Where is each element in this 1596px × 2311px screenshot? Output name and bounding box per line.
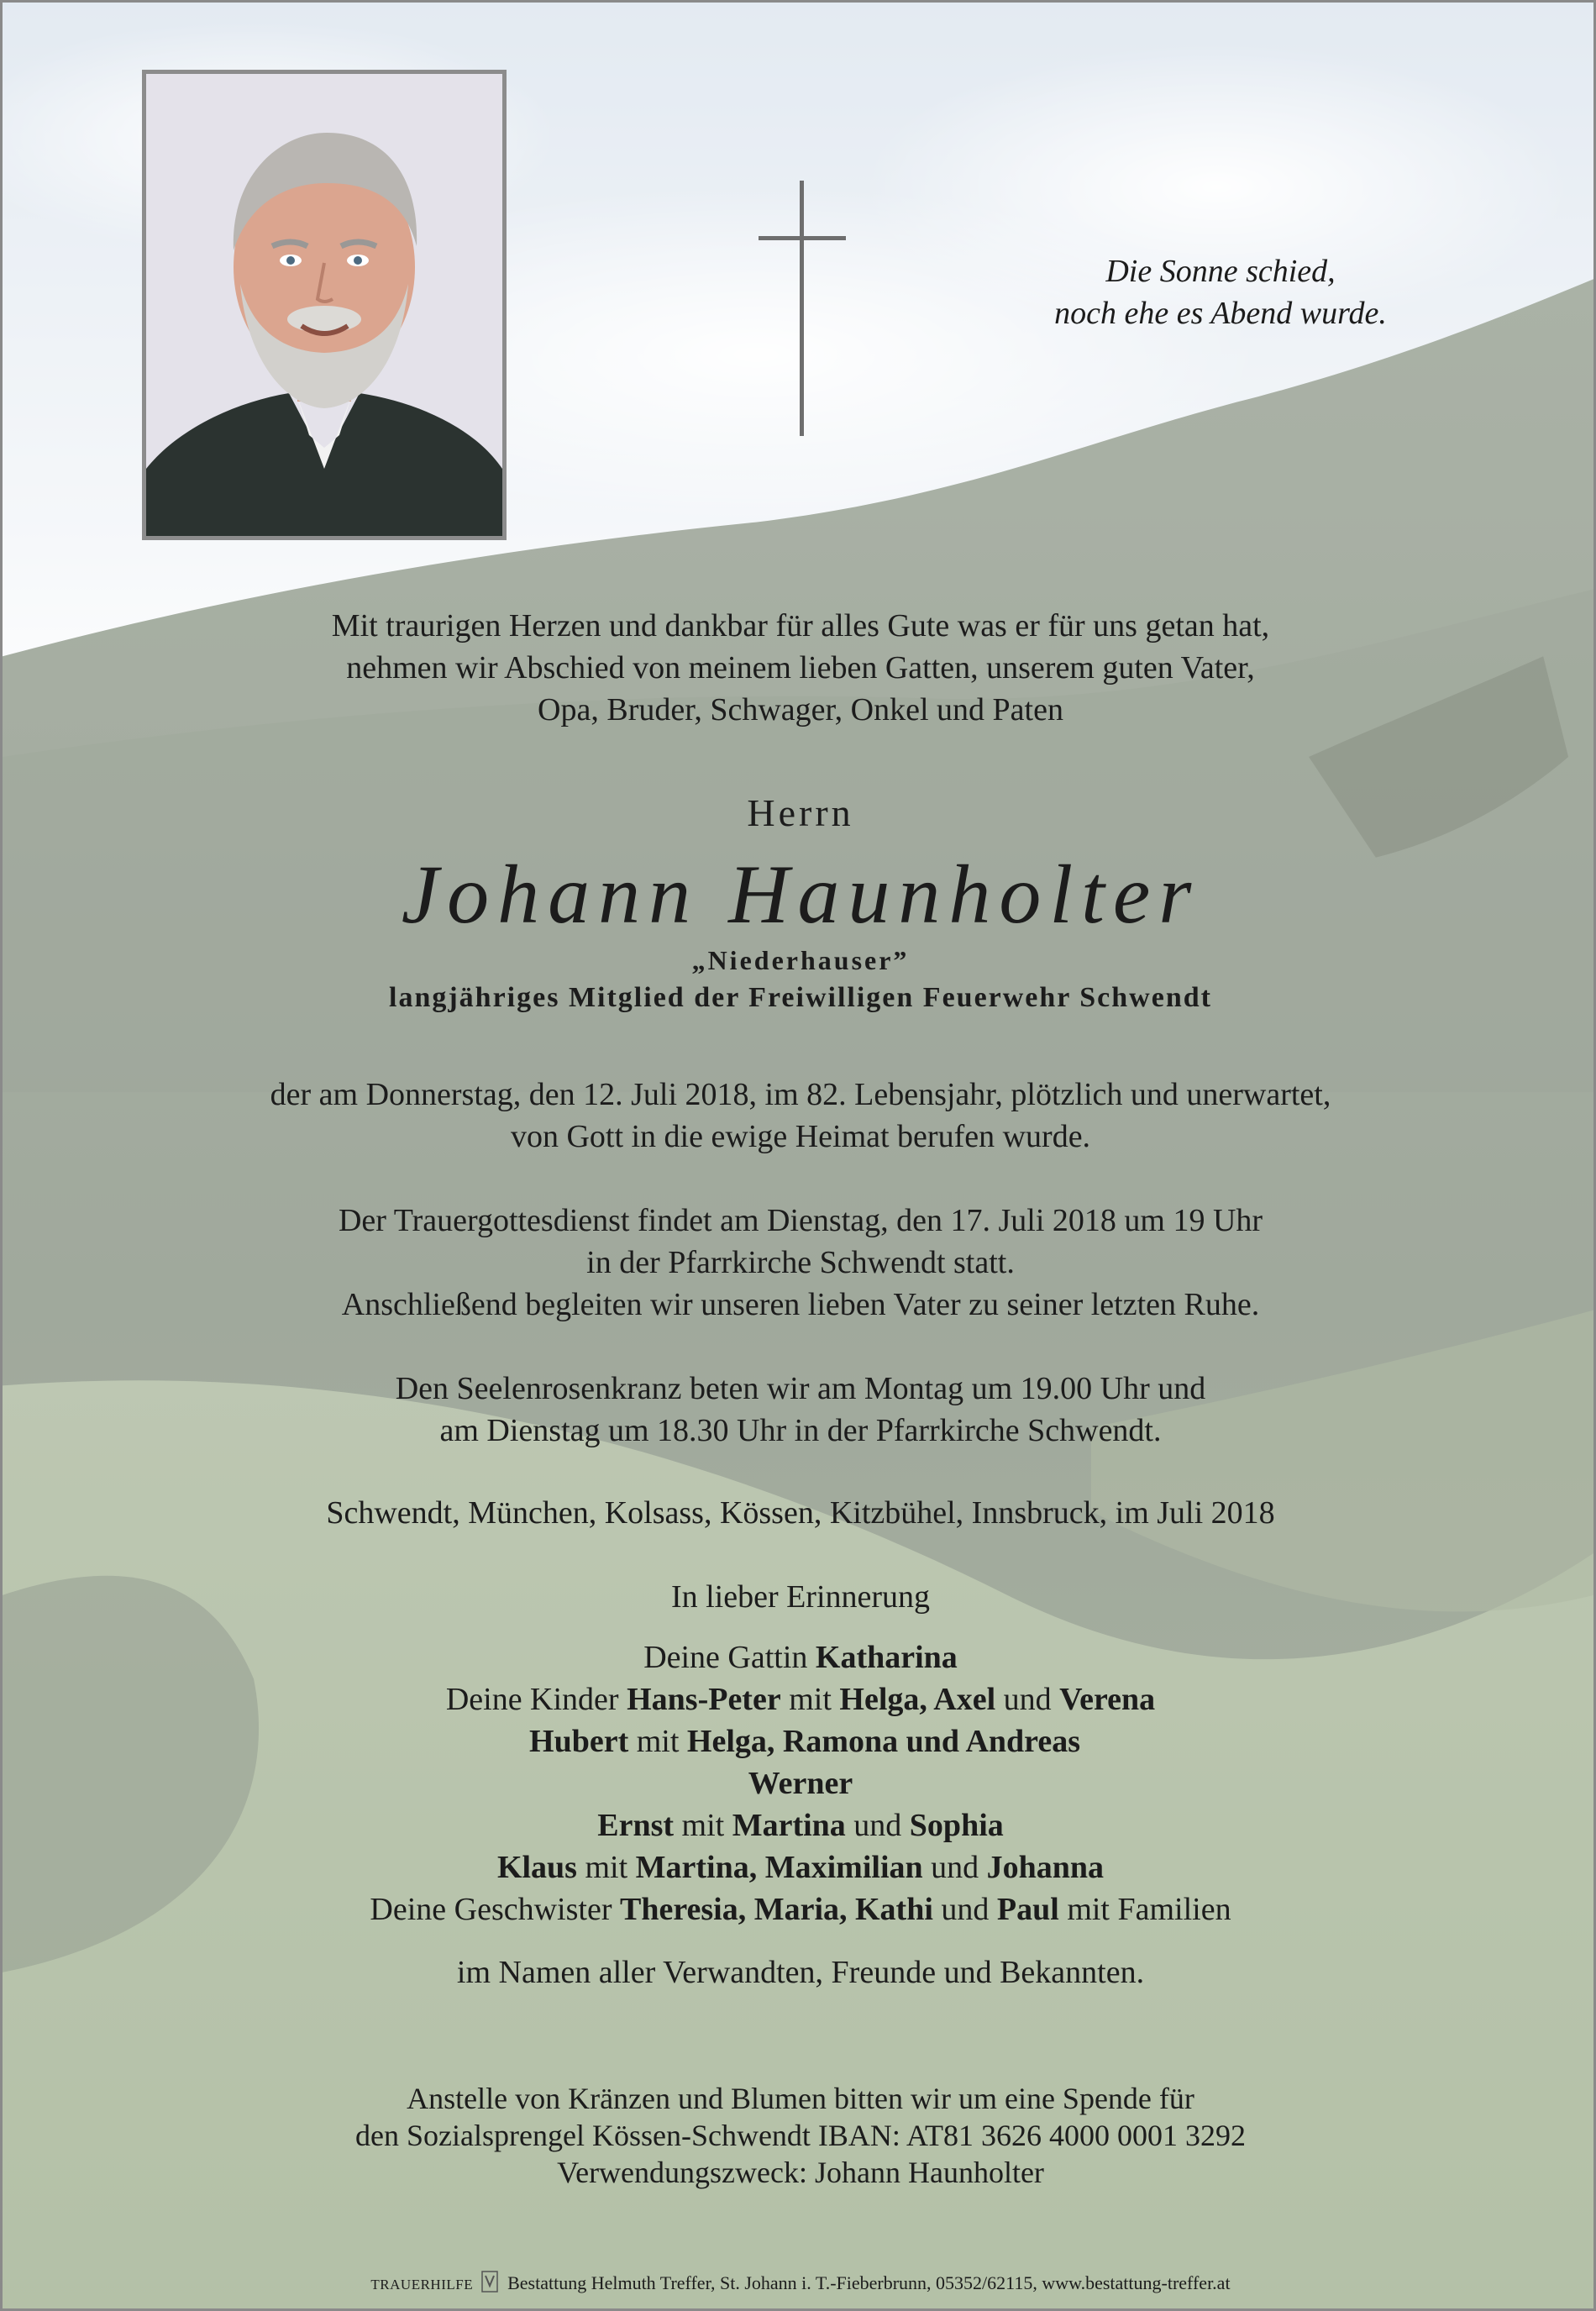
death-notice-line: von Gott in die ewige Heimat berufen wurde. [510,1119,1091,1154]
wife-name: Katharina [815,1640,958,1675]
donation-info [3,2080,1596,2191]
membership: langjähriges Mitglied der Freiwilligen Feuerwehr Schwendt [389,982,1212,1013]
portrait-photo [142,70,507,540]
memory-heading: In lieber Erinnerung [670,1579,931,1615]
cross-icon [759,181,846,436]
places-and-date: Schwendt, München, Kolsass, Kössen, Kitzbühel, Innsbruck, im Juli 2018 [326,1495,1275,1531]
intro-line: Mit traurigen Herzen und dankbar für alles Gute was er für uns getan hat, [331,608,1270,643]
intro-line: Opa, Bruder, Schwager, Onkel und Paten [538,692,1063,727]
footer [3,2271,1596,2297]
donation-line: Anstelle von Kränzen und Blumen bitten wir um eine Spende für [407,2082,1194,2115]
death-notice [3,1074,1596,1158]
service-line: Der Trauergottesdienst findet am Dienstag, den 17. Juli 2018 um 19 Uhr [338,1203,1263,1238]
salutation: Herrn [747,791,854,834]
family-list [3,1636,1596,1930]
footer-text: Bestattung Helmuth Treffer, St. Johann i. T.-Fieberbrunn, 05352/62115, www.bestattung-treffer.at [507,2272,1231,2293]
family-child: Klaus mit Martina, Maximilian und Johanna [496,1850,1105,1885]
family-siblings: Deine Geschwister Theresia, Maria, Kathi und Paul mit Familien [370,1892,1231,1927]
family-child: Hubert mit Helga, Ramona und Andreas [529,1724,1080,1759]
death-notice-line: der am Donnerstag, den 12. Juli 2018, im 82. Lebensjahr, plötzlich und unerwartet, [270,1077,1331,1112]
service-info [3,1200,1596,1326]
family-child: Ernst mit Martina und Sophia [597,1808,1004,1843]
nickname: „Niederhauser” [691,945,910,975]
rosary-info [3,1368,1596,1452]
rosary-line: am Dienstag um 18.30 Uhr in der Pfarrkirche Schwendt. [439,1413,1162,1448]
intro-text [3,605,1596,731]
trauerhilfe-logo-icon [481,2271,498,2293]
service-line: Anschließend begleiten wir unseren lieben Vater zu seiner letzten Ruhe. [341,1287,1260,1322]
footer-brand: TRAUERHILFE [370,2277,474,2293]
portrait-illustration [146,74,502,536]
donation-line: den Sozialsprengel Kössen-Schwendt IBAN: AT81 3626 4000 0001 3292 [355,2119,1246,2152]
family-wife: Deine Gattin Katharina [643,1640,958,1675]
family-child: Werner [748,1766,853,1801]
service-line: in der Pfarrkirche Schwendt statt. [586,1245,1015,1280]
donation-line: Verwendungszweck: Johann Haunholter [557,2156,1044,2189]
quote-line: Die Sonne schied, [1105,254,1336,289]
deceased-name: Johann Haunholter [401,848,1200,941]
family-children: Deine Kinder Hans-Peter mit Helga, Axel und Verena [445,1682,1156,1717]
memorial-quote [977,250,1464,334]
quote-line: noch ehe es Abend wurde. [1054,296,1387,331]
intro-line: nehmen wir Abschied von meinem lieben Gatten, unserem guten Vater, [346,650,1255,685]
rosary-line: Den Seelenrosenkranz beten wir am Montag um 19.00 Uhr und [395,1371,1206,1406]
relatives-line: im Namen aller Verwandten, Freunde und Bekannten. [456,1955,1145,1990]
